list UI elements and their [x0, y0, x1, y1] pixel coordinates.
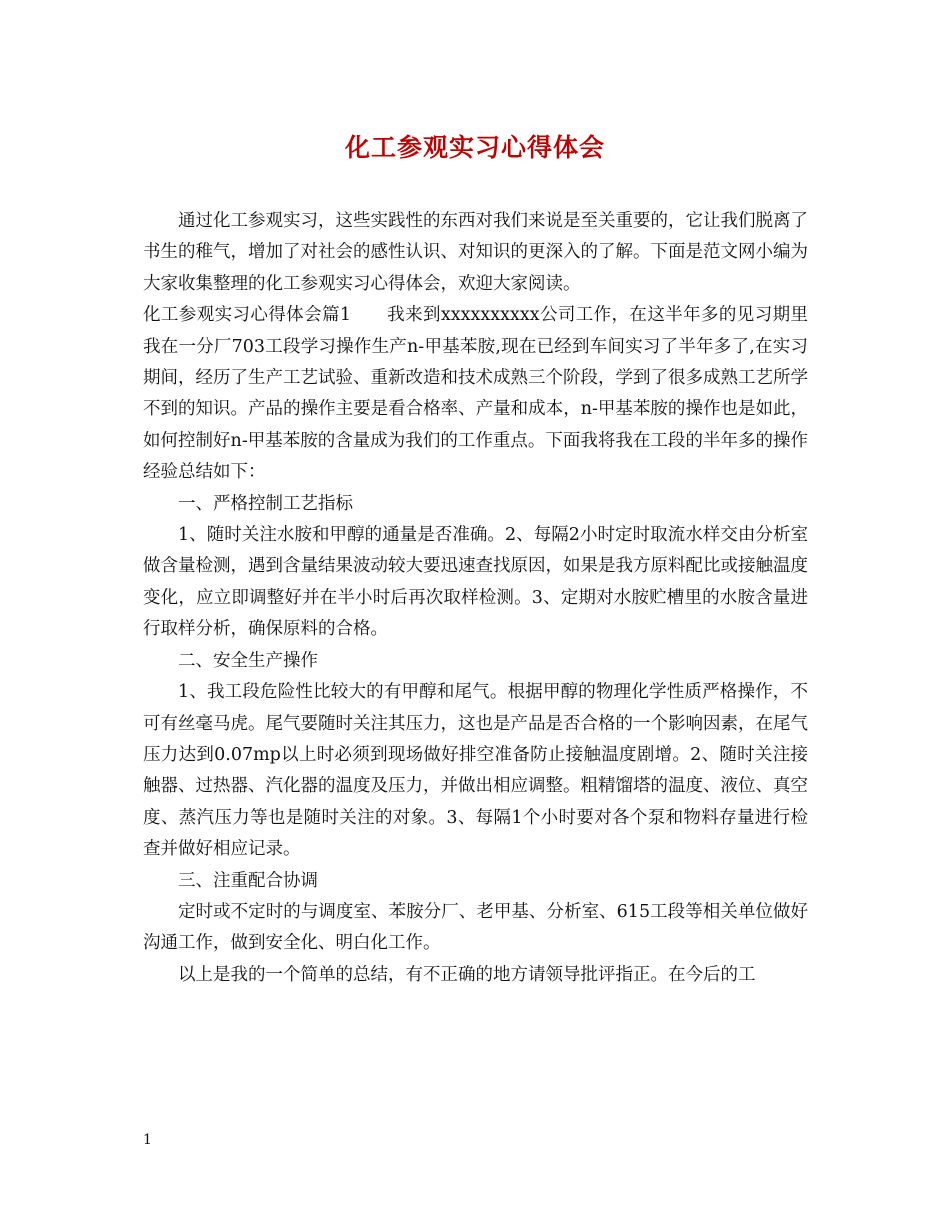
article-paragraph: 化工参观实习心得体会篇1 我来到xxxxxxxxxx公司工作，在这半年多的见习期里我在一分厂703工段学习操作生产n-甲基苯胺,现在已经到车间实习了半年多了,在实习期间，经历了生产工艺试验、重新改造和技术成熟三个阶段，学到了很多成熟工艺所学不到的知识。产品的操作主要是看合格率、产量和成本，n-甲基苯胺的操作也是如此，如何控制好n-甲基苯胺的含量成为我们的工作重点。下面我将我在工段的半年多的操作经验总结如下： [143, 305, 808, 483]
closing-paragraph: 以上是我的一个简单的总结，有不正确的地方请领导批评指正。在今后的工 [178, 964, 756, 985]
document-body [143, 206, 808, 991]
page-number: 1 [143, 1132, 152, 1148]
section-paragraph: 1、我工段危险性比较大的有甲醇和尾气。根据甲醇的物理化学性质严格操作，不可有丝毫马虎。尾气要随时关注其压力，这也是产品是否合格的一个影响因素，在尾气压力达到0.07mp以上时必须到现场做好排空准备防止接触温度剧增。2、随时关注接触器、过热器、汽化器的温度及压力，并做出相应调整。粗精馏塔的温度、液位、真空度、蒸汽压力等也是随时关注的对象。3、每隔1个小时要对各个泵和物料存量进行检查并做好相应记录。 [143, 682, 808, 860]
section-heading: 二、安全生产操作 [178, 650, 318, 671]
section-paragraph: 1、随时关注水胺和甲醇的通量是否准确。2、每隔2小时定时取流水样交由分析室做含量检测，遇到含量结果波动较大要迅速查找原因，如果是我方原料配比或接触温度变化，应立即调整好并在半小时后再次取样检测。3、定期对水胺贮槽里的水胺含量进行取样分析，确保原料的合格。 [143, 525, 808, 640]
intro-paragraph: 通过化工参观实习，这些实践性的东西对我们来说是至关重要的，它让我们脱离了书生的稚气，增加了对社会的感性认识、对知识的更深入的了解。下面是范文网小编为大家收集整理的化工参观实习心得体会，欢迎大家阅读。 [143, 211, 808, 294]
section-heading: 三、注重配合协调 [178, 870, 318, 891]
section-heading: 一、严格控制工艺指标 [178, 493, 353, 514]
document-title: 化工参观实习心得体会 [344, 133, 605, 162]
section-paragraph: 定时或不定时的与调度室、苯胺分厂、老甲基、分析室、615工段等相关单位做好沟通工作，做到安全化、明白化工作。 [143, 901, 808, 954]
